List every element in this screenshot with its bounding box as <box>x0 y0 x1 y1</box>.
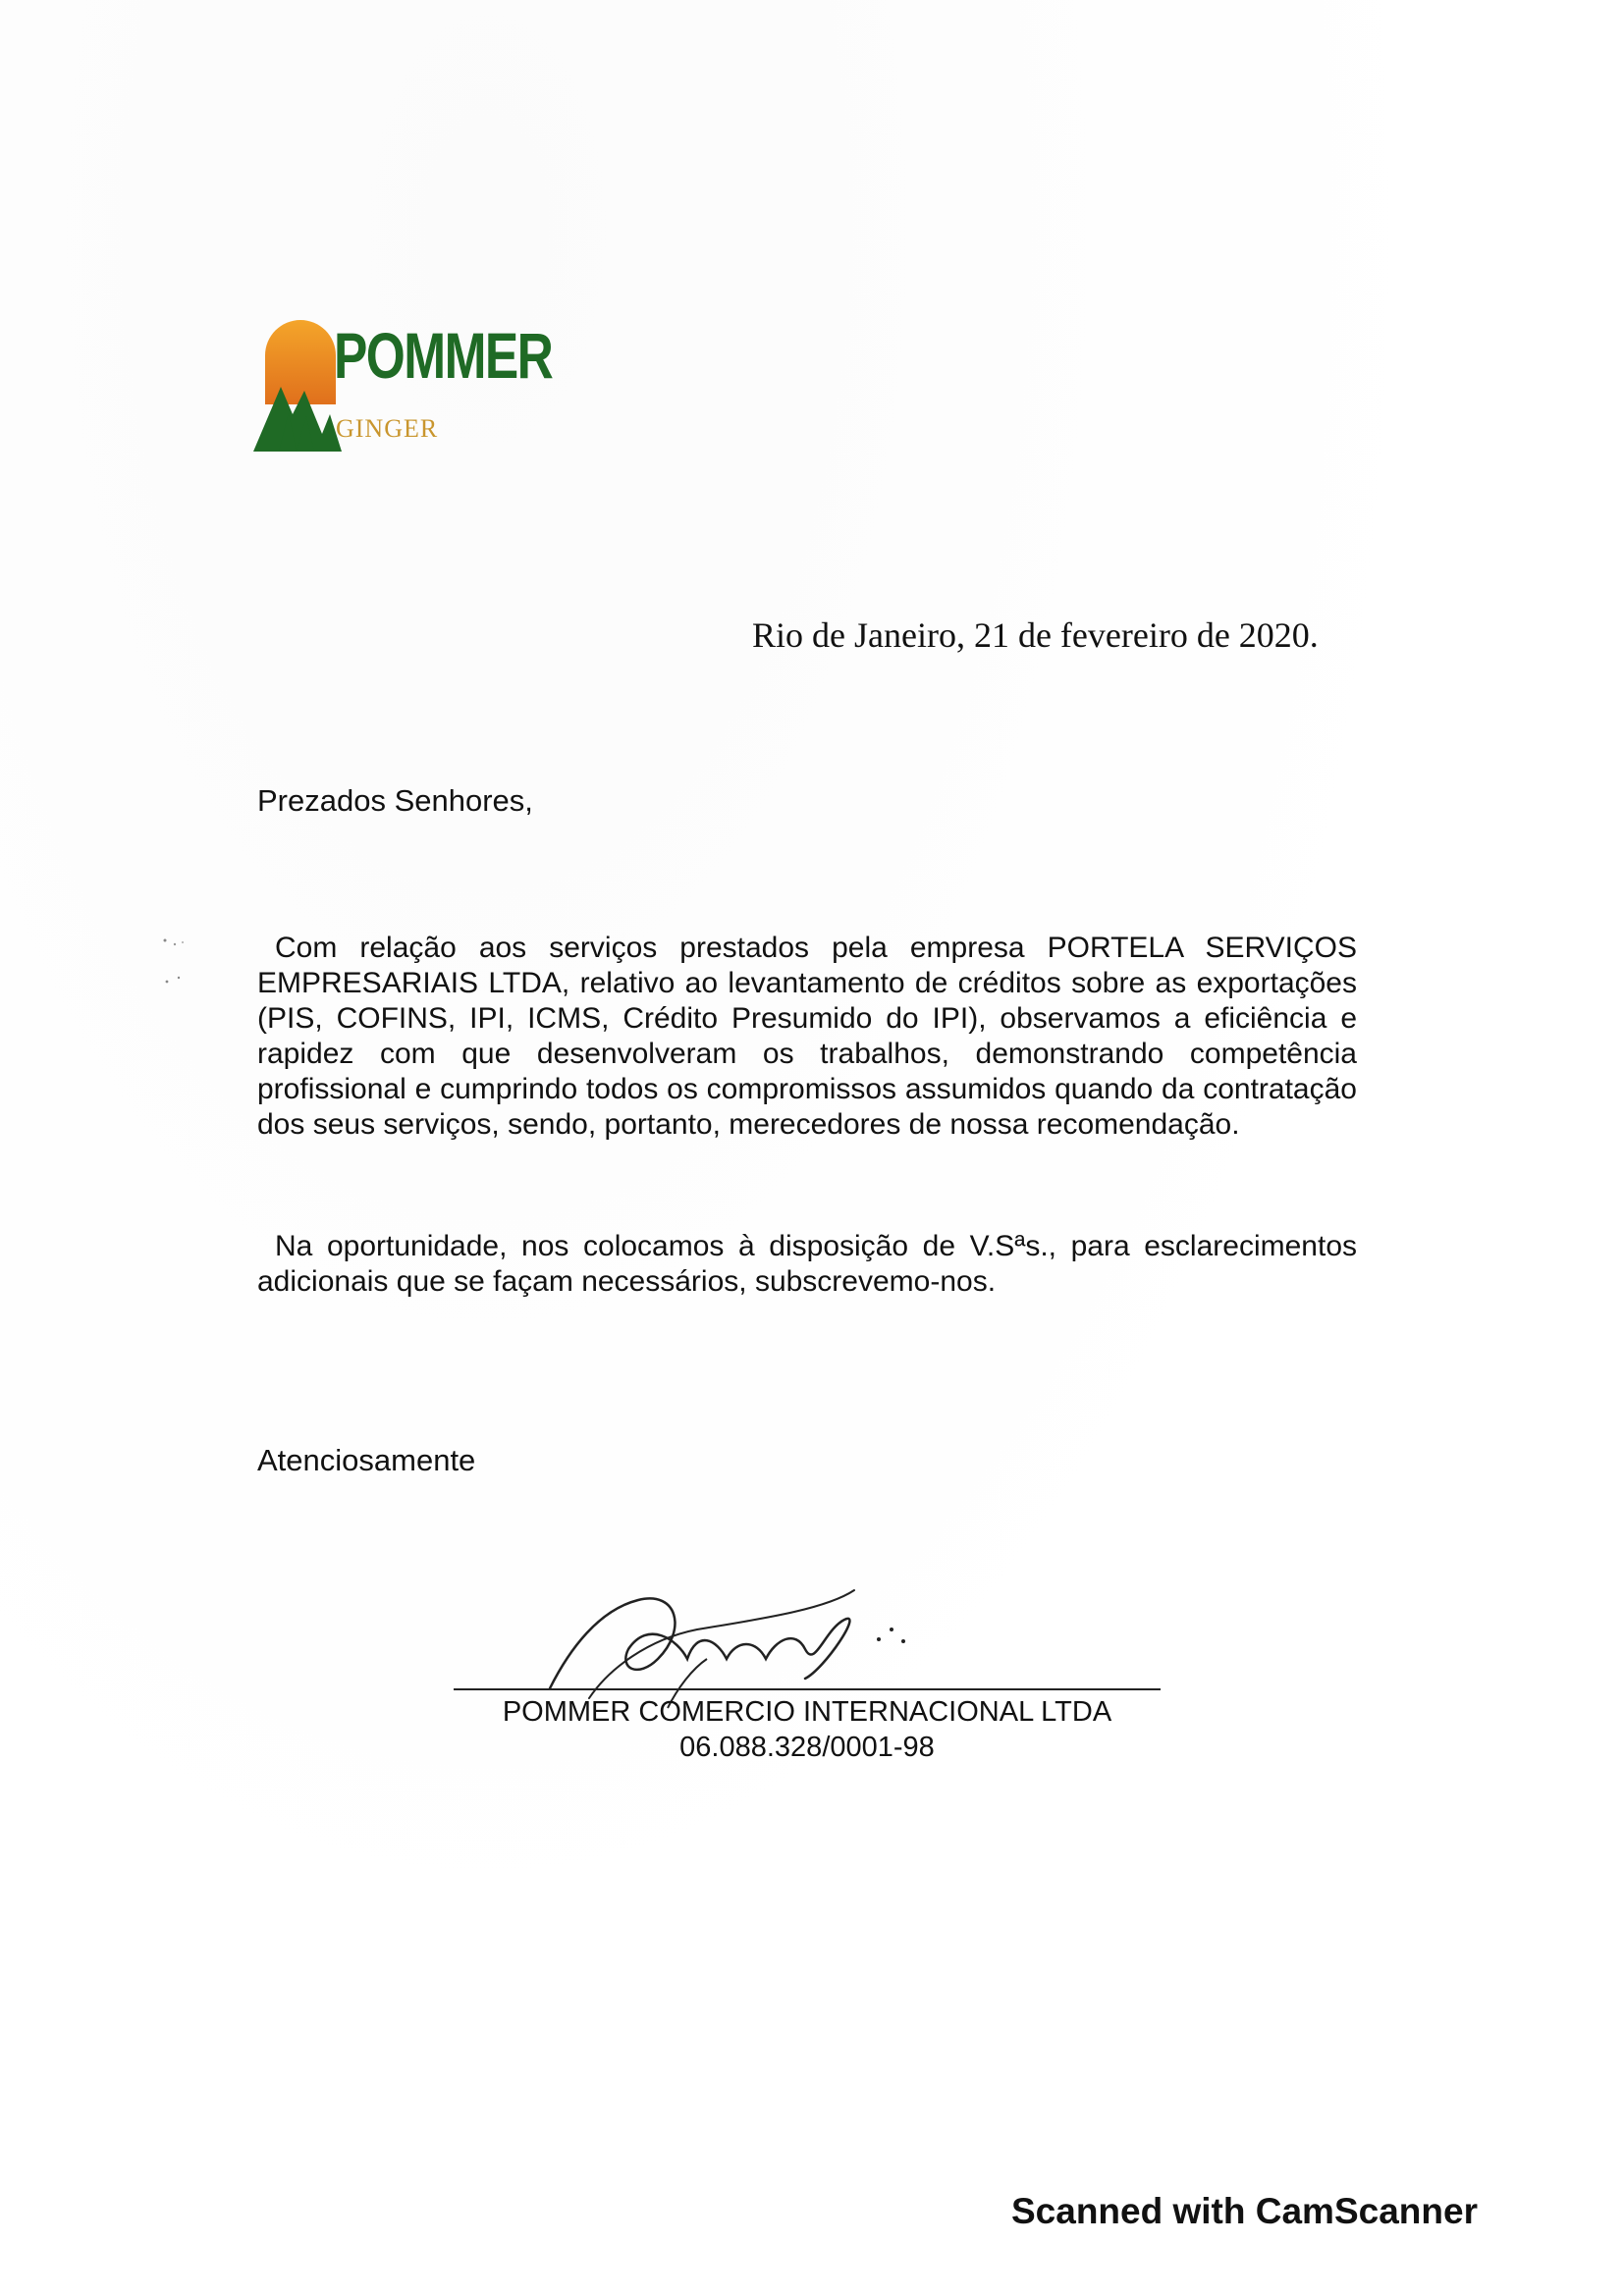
scanner-watermark: Scanned with CamScanner <box>1011 2191 1478 2231</box>
company-logo <box>253 296 553 463</box>
body-paragraph-1: Com relação aos serviços prestados pela empresa PORTELA SERVIÇOS EMPRESARIAIS LTDA, relativo ao levantamento de créditos sobre as exportações (PIS, COFINS, IPI, ICMS, Crédito Presumido do IPI), observamos a eficiência e rapidez com que desenvolveram os trabalhos, demonstrando competência profissional e cumprindo todos os compromissos assumidos quando da contratação dos seus serviços, sendo, portanto, merecedores de nossa recomendação. <box>257 932 1357 1141</box>
closing: Atenciosamente <box>257 1443 476 1477</box>
brand-name: POMMER <box>334 319 553 392</box>
scan-speckles <box>157 934 206 1003</box>
date-line: Rio de Janeiro, 21 de fevereiro de 2020. <box>752 615 1319 655</box>
signatory-company: POMMER COMERCIO INTERNACIONAL LTDA <box>502 1696 1112 1728</box>
brand-subtitle: GINGER <box>336 414 439 443</box>
signatory-cnpj: 06.088.328/0001-98 <box>679 1732 935 1763</box>
sun-over-mountains-icon <box>253 296 342 454</box>
body-paragraph-2: Na oportunidade, nos colocamos à disposição de V.Sªs., para esclarecimentos adicionais que se façam necessários, subscrevemo-nos. <box>257 1230 1357 1298</box>
greeting: Prezados Senhores, <box>257 783 533 818</box>
signature-line <box>454 1688 1161 1690</box>
